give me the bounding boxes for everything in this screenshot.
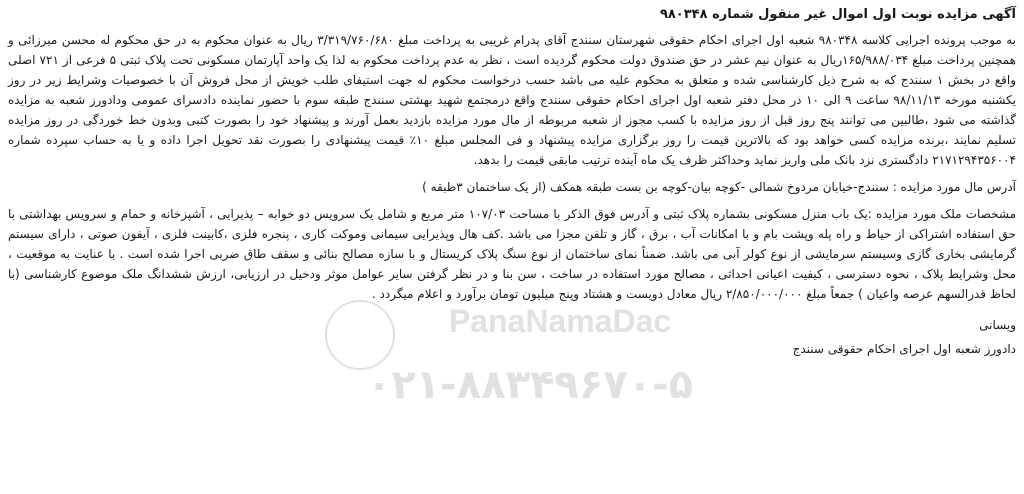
property-address: آدرس مال مورد مزایده : سنندج-خیابان مردوخ شمالی -کوچه بیان-کوچه بن بست طبقه همکف (از یک ساختمان ۳طبقه ) [422,180,1016,194]
notice-title: آگهی مزایده نوبت اول اموال غیر منقول شماره ۹۸۰۳۴۸ [659,7,1016,22]
signoff-name: ویسانی [979,318,1016,332]
signoff-title: دادورز شعبه اول اجرای احکام حقوقی سنندج [792,342,1016,356]
watermark-phone: ۰۲۱-۸۸۳۴۹۶۷۰-۵ [366,362,694,408]
property-specification: مشخصات ملک مورد مزایده :یک باب منزل مسکونی بشماره پلاک ثبتی و آدرس فوق الذکر با مساحت ۱۰۷/۰۳ متر مربع و شامل یک سرویس دو خوابه – پذیرایی ، آشپزخانه و حمام و سرویس بهداشتی با حق استفاده اشتراکی از حیاط و راه پله وپشت بام و با امکانات آب ، برق ، گاز و تلفن مجزا می باشد .کف هال وپذیرایی سیمانی وموکت کاری ، پنجره فلزی ،کابینت فلزی ، آیفون صوتی ، دارای سیستم گرمایشی بخاری گازی وسیستم سرمایشی از نوع کولر آبی می باشد. ضمناً نمای ساختمان از نوع سنگ پلاک کریستال و با سازه مصالح بنائی و سقف طاق ضربی اجرا شده است . با عنایت به موقعیت ، محل وشرایط پلاک ، نحوه دسترسی ، کیفیت اعیانی احداثی ، مصالح مورد استفاده در ساخت ، سن بنا و در نظر گرفتن سایر عوامل موثر ودخیل در ارزیابی، ارزش ششدانگ ملک موضوع کارشناسی (با لحاظ قدرالسهم عرصه واعیان ) جمعاً مبلغ ۲/۸۵۰/۰۰۰/۰۰۰ ریال معادل دویست و هشتاد وپنج میلیون تومان برآورد و اعلام میگردد . [8,207,1016,301]
watermark-brand: PanaNamaDac [448,303,672,339]
notice-paragraph-1: به موجب پرونده اجرایی کلاسه ۹۸۰۳۴۸ شعبه اول اجرای احکام حقوقی شهرستان سنندج آقای پدرام غریبی به پرداخت مبلغ ۳/۳۱۹/۷۶۰/۶۸۰ ریال به عنوان محکوم به در حق محکوم له محسن میرزائی و همچنین پرداخت مبلغ ۱۶۵/۹۸۸/۰۳۴ریال به عنوان نیم عشر در حق صندوق دولت محکوم گردیده است ، نظر به عدم پرداخت محکوم به لذا یک واحد آپارتمان مسکونی تحت پلاک ثبتی ۵ فرعی از ۷۲۱ اصلی واقع در بخش ۱ سنندج که به شرح ذیل کارشناسی شده و متعلق به محکوم علیه می باشد حسب درخواست محکوم له جهت استیفای طلب خویش از محل فروش آن با خصوصیات وشرایط زیر در روز یکشنبه مورخه ۹۸/۱۱/۱۳ ساعت ۹ الی ۱۰ در محل دفتر شعبه اول اجرای احکام حقوقی سنندج واقع درمجتمع شهید بهشتی سنندج طبقه سوم با حضور نماینده دادسرای عمومی ودادورز شعبه به مزایده گذاشته می شود ،طالبین می توانند پنج روز قبل از روز مزایده با کسب مجوز از شعبه مربوطه از مال مورد مزایده بازدید بعمل آورند و پیشنهاد خود را بصورت کتبی وبدون خط خوردگی در روز مزایده تسلیم نمایند ،برنده مزایده کسی خواهد بود که بالاترین قیمت را روز برگزاری مزایده پیشنهاد و فی المجلس مبلغ ۱۰٪ قیمت پیشنهادی را بصورت نقد تحویل اجرا داده و یا به حساب سپرده شماره ۲۱۷۱۲۹۴۳۵۶۰۰۴ دادگستری نزد بانک ملی واریز نماید وحداکثر ظرف یک ماه آینده ترتیب مابقی قیمت را بدهد. [8,33,1017,167]
